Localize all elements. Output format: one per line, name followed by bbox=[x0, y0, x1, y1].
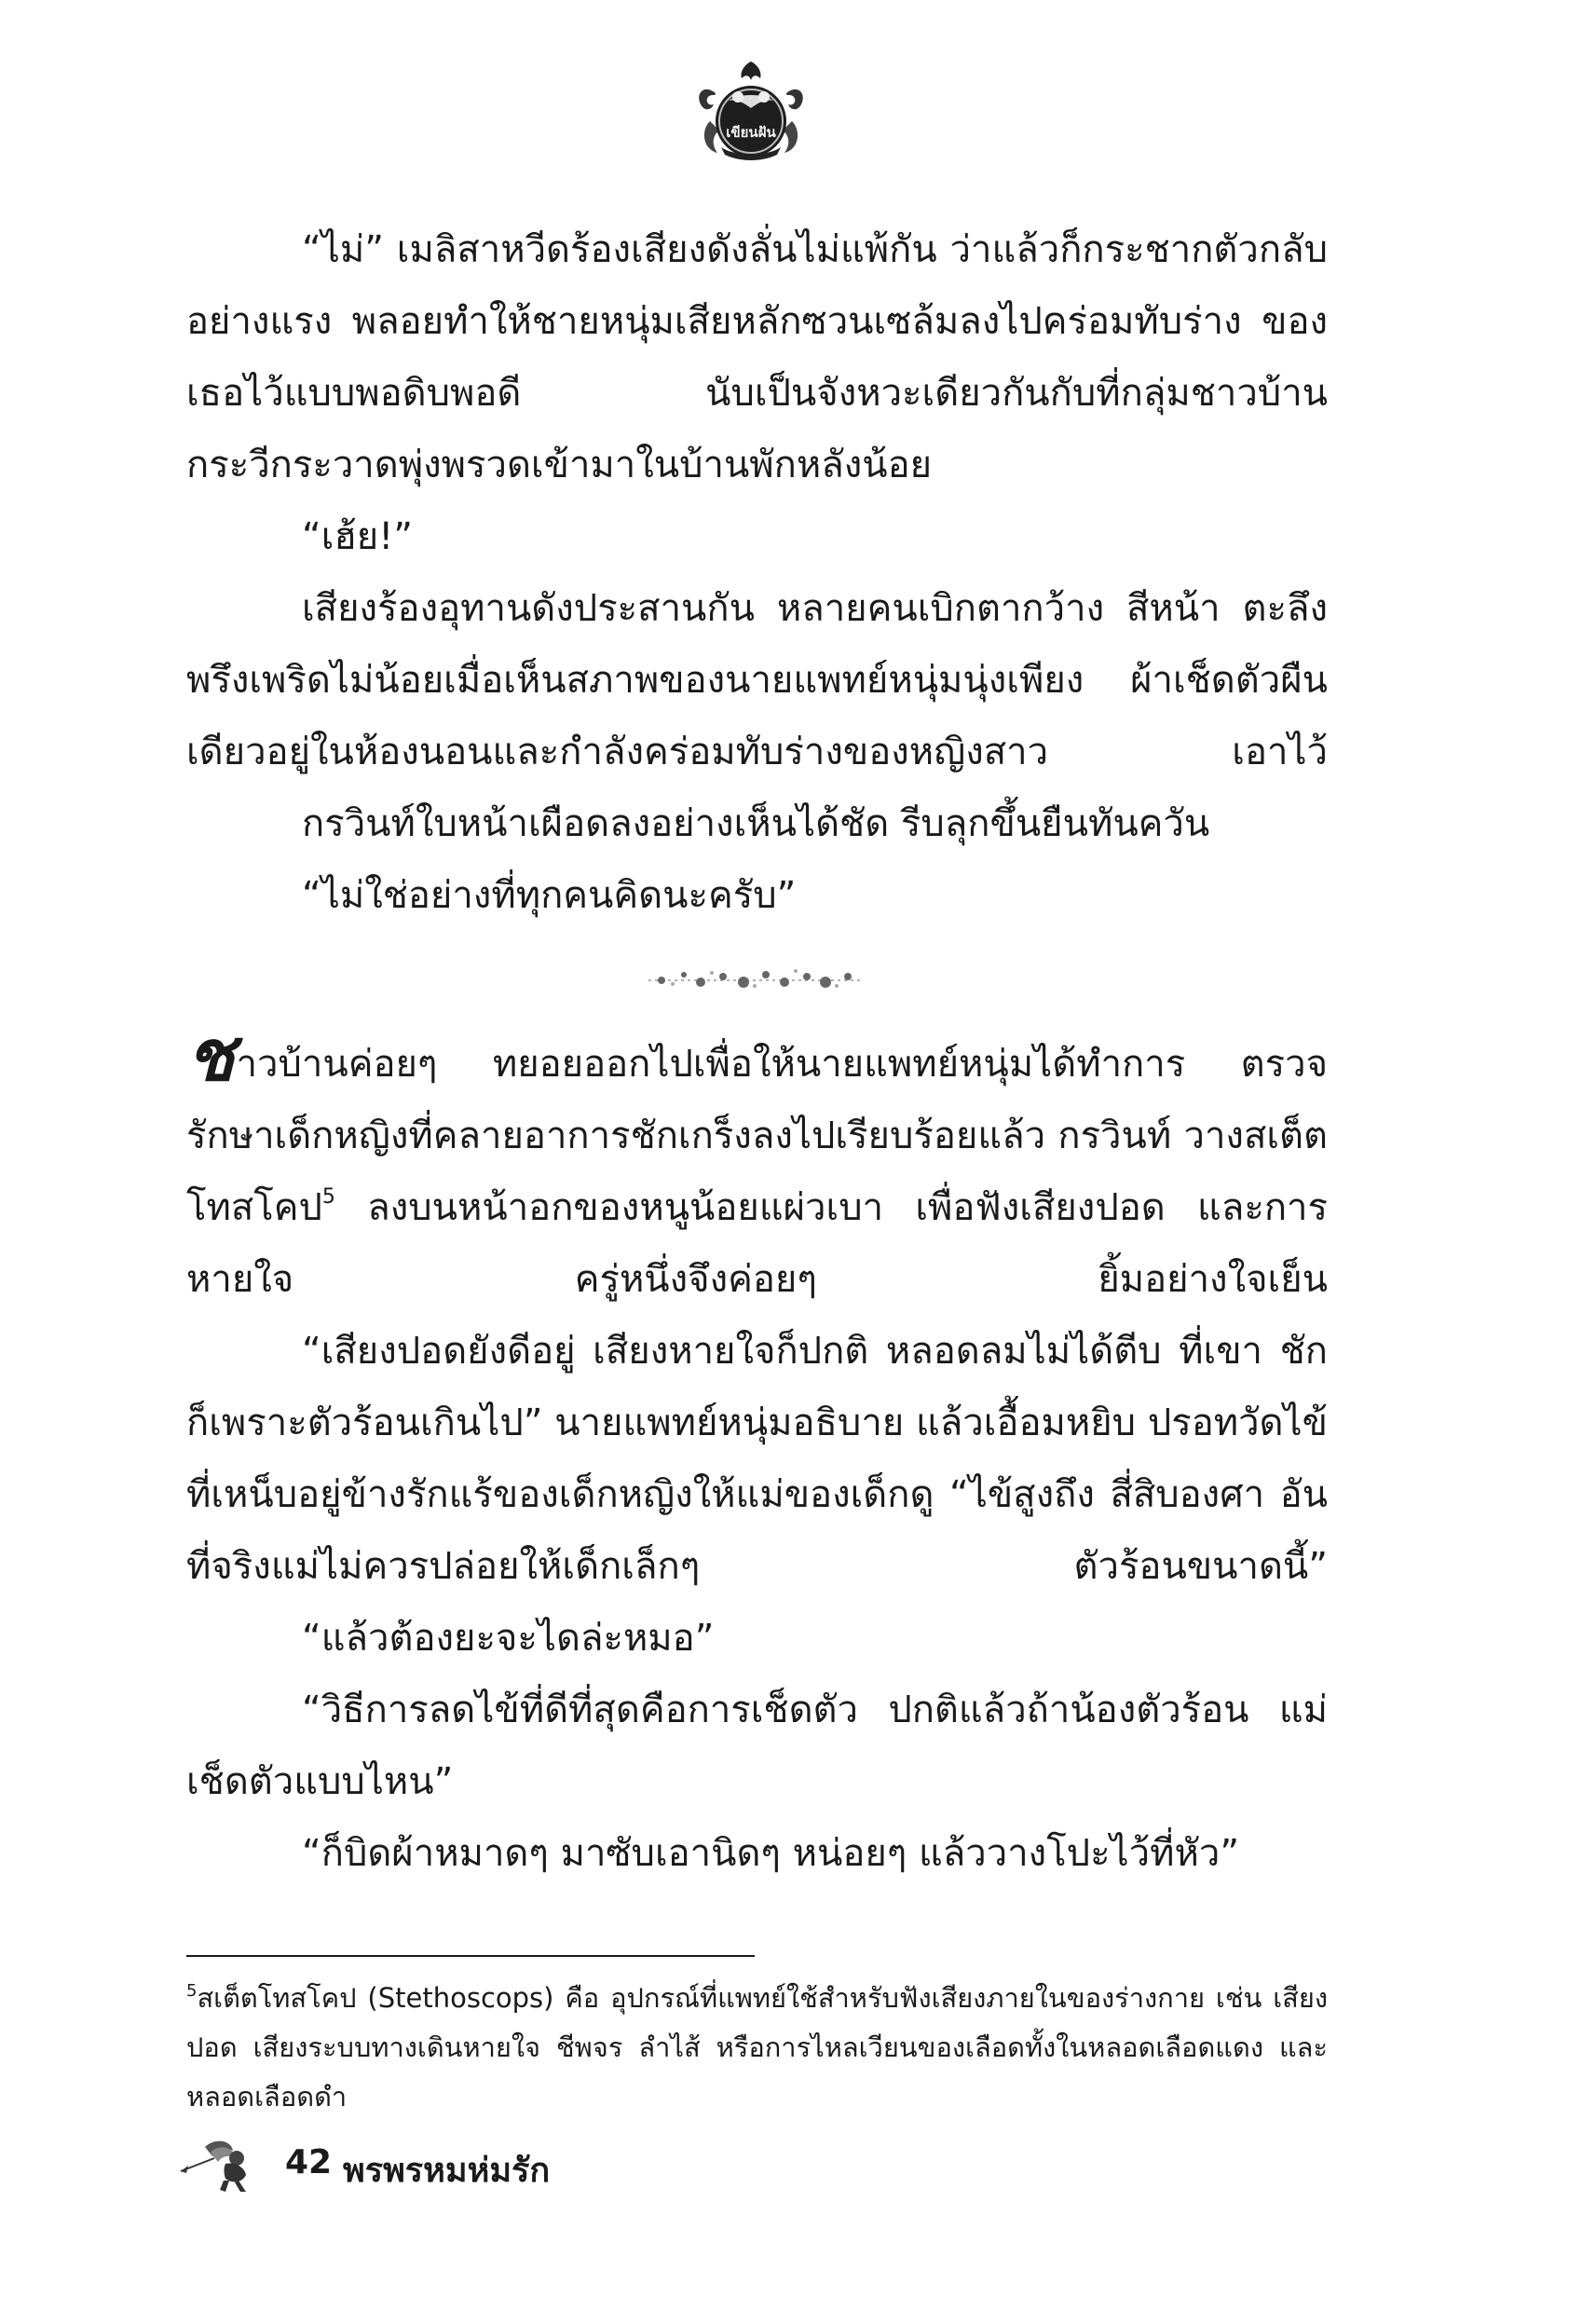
floral-divider-icon bbox=[643, 960, 866, 997]
page-number: 42 bbox=[285, 2143, 333, 2181]
paragraph-text: ลงบนหน้าอกของหนูน้อยแผ่วเบา เพื่อฟังเสียงปอด และการหายใจ ครู่หนึ่งจึงค่อยๆ ยิ้มอย่างใจเย็น bbox=[186, 1186, 1328, 1301]
paragraph: “ก็บิดผ้าหมาดๆ มาซับเอานิดๆ หน่อยๆ แล้ววางโปะไว้ที่หัว” bbox=[302, 1832, 1240, 1875]
main-text bbox=[186, 214, 1328, 1890]
footnote-paragraph bbox=[186, 1974, 1328, 2122]
paragraph: “ไม่ใช่อย่างที่ทุกคนคิดนะครับ” bbox=[302, 874, 797, 917]
footnote-reference: 5 bbox=[321, 1185, 335, 1209]
book-title: พรพรหมห่มรัก bbox=[343, 2152, 551, 2190]
footnote bbox=[186, 1974, 1328, 2122]
paragraph: เสียงร้องอุทานดังประสานกัน หลายคนเบิกตากว้าง สีหน้า ตะลึงพรึงเพริดไม่น้อยเมื่อเห็นสภาพของนายแพทย์หนุ่มนุ่งเพียง ผ้าเช็ดตัวผืนเดียวอยู่ในห้องนอนและกำลังคร่อมทับร่างของหญิงสาว เอาไว้ bbox=[186, 587, 1328, 773]
publisher-logo bbox=[688, 56, 814, 168]
logo-text: เขียนฝัน bbox=[726, 124, 776, 141]
paragraph: “ไม่” เมลิสาหวีดร้องเสียงดังลั่นไม่แพ้กัน ว่าแล้วก็กระชากตัวกลับ อย่างแรง พลอยทำให้ชายหนุ่มเสียหลักซวนเซล้มลงไปคร่อมทับร่าง ของเธอไว้แบบพอดิบพอดี นับเป็นจังหวะเดียวกันกับที่กลุ่มชาวบ้าน กระวีกระวาดพุ่งพรวดเข้ามาในบ้านพักหลังน้อย bbox=[186, 228, 1328, 486]
paragraph: “แล้วต้องยะจะไดล่ะหมอ” bbox=[302, 1617, 715, 1660]
paragraph: “เฮ้ย!” bbox=[302, 515, 414, 558]
drop-cap: ช bbox=[186, 1014, 235, 1097]
cupid-icon bbox=[177, 2134, 261, 2195]
ornamental-crest-icon bbox=[688, 56, 814, 168]
section-separator bbox=[186, 932, 1328, 1029]
footnote-marker: 5 bbox=[186, 1981, 198, 2001]
paragraph-dropcap bbox=[186, 1014, 1328, 1316]
footnote-rule bbox=[186, 1955, 755, 1957]
page-footer bbox=[177, 2134, 829, 2199]
paragraph: “เสียงปอดยังดีอยู่ เสียงหายใจก็ปกติ หลอดลมไม่ได้ตีบ ที่เขา ชักก็เพราะตัวร้อนเกินไป” นายแพทย์หนุ่มอธิบาย แล้วเอื้อมหยิบ ปรอทวัดไข้ที่เหน็บอยู่ข้างรักแร้ของเด็กหญิงให้แม่ของเด็กดู “ไข้สูงถึง สี่สิบองศา อันที่จริงแม่ไม่ควรปล่อยให้เด็กเล็กๆ ตัวร้อนขนาดนี้” bbox=[186, 1330, 1328, 1588]
paragraph: “วิธีการลดไข้ที่ดีที่สุดคือการเช็ดตัว ปกติแล้วถ้าน้องตัวร้อน แม่เช็ดตัวแบบไหน” bbox=[186, 1689, 1328, 1803]
footnote-text: สเต็ตโทสโคป (Stethoscops) คือ อุปกรณ์ที่แพทย์ใช้สำหรับฟังเสียงภายในของร่างกาย เช่น เสียงปอด เสียงระบบทางเดินหายใจ ชีพจร ลำไส้ หรือการไหลเวียนของเลือดทั้งในหลอดเลือดแดง และหลอดเลือดดำ bbox=[186, 1982, 1328, 2113]
paragraph: กรวินท์ใบหน้าเผือดลงอย่างเห็นได้ชัด รีบลุกขึ้นยืนทันควัน bbox=[302, 802, 1210, 845]
paragraph-text: าวบ้านค่อยๆ ทยอยออกไปเพื่อให้นายแพทย์หนุ่มได้ทำการ ตรวจรักษาเด็กหญิงที่คลายอาการชักเกร็งลงไปเรียบร้อยแล้ว กรวินท์ วางสเต็ตโทสโคป bbox=[186, 1043, 1328, 1229]
